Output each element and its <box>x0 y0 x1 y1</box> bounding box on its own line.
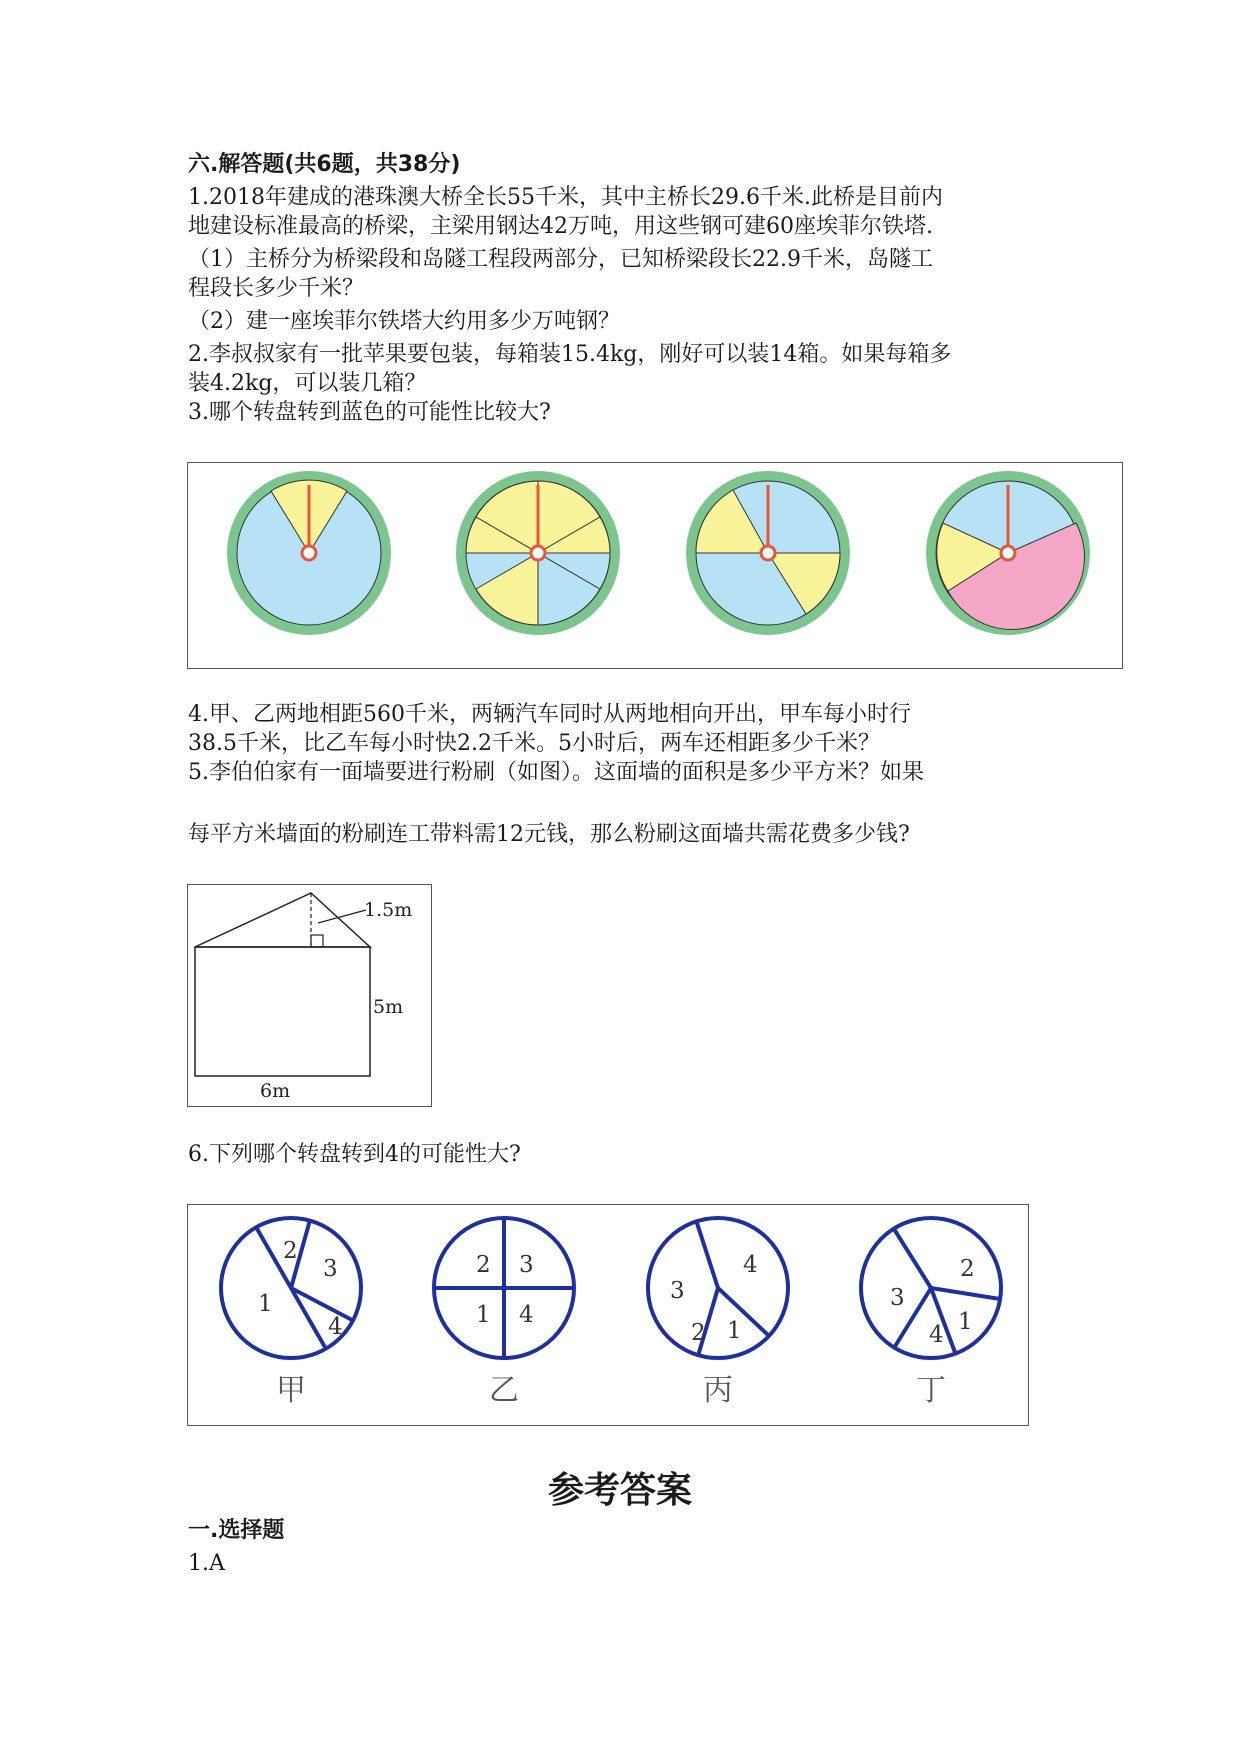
spinner-jia-number: 1 <box>258 1291 273 1317</box>
question-1-part-1-line-2: 程段长多少千米？ <box>188 276 365 301</box>
q3-spinner-figure <box>187 462 1123 669</box>
spinner-yi-number: 1 <box>476 1302 491 1328</box>
spinner-jia-label: 甲 <box>276 1373 306 1408</box>
question-1-part-1-line-1: （1）主桥分为桥梁段和岛隧工程段两部分，已知桥梁段长22.9千米，岛隧工 <box>188 247 933 272</box>
spinner-yi-number: 2 <box>476 1252 491 1278</box>
spinner-ding-label: 丁 <box>916 1373 946 1408</box>
answers-title: 参考答案 <box>547 1470 692 1511</box>
spinner-bing <box>648 1218 788 1358</box>
question-1-line-1: 1.2018年建成的港珠澳大桥全长55千米，其中主桥长29.6千米.此桥是目前内 <box>188 185 943 210</box>
spinner-yi <box>434 1218 574 1358</box>
answer-1: 1.A <box>188 1551 225 1576</box>
spinner-yi-label: 乙 <box>489 1373 519 1408</box>
q6-spinner-figure <box>187 1204 1029 1426</box>
spinner-q3-2 <box>456 471 620 635</box>
question-5-line-2: 每平方米墙面的粉刷连工带料需12元钱，那么粉刷这面墙共需花费多少钱? <box>188 822 910 847</box>
question-3: 3.哪个转盘转到蓝色的可能性比较大? <box>188 400 551 425</box>
question-6: 6.下列哪个转盘转到4的可能性大? <box>188 1142 521 1167</box>
section-heading: 六.解答题(共6题，共38分) <box>188 152 461 177</box>
spinner-yi-number: 4 <box>519 1302 534 1328</box>
question-5-line-1: 5.李伯伯家有一面墙要进行粉刷（如图）。这面墙的面积是多少平方米？如果 <box>188 760 924 785</box>
question-2-line-2: 装4.2kg，可以装几箱？ <box>188 371 427 396</box>
wall-figure <box>187 884 432 1107</box>
spinner-q3-1 <box>227 471 391 635</box>
spinner-ding-number: 1 <box>958 1309 973 1335</box>
spinner-bing-number: 4 <box>743 1252 758 1278</box>
wall-height-label: 1.5m <box>364 899 413 921</box>
spinner-ding-number: 3 <box>890 1285 905 1311</box>
spinner-jia-number: 2 <box>283 1238 298 1264</box>
question-1-part-2: （2）建一座埃菲尔铁塔大约用多少万吨钢？ <box>188 309 620 334</box>
spinner-bing-label: 丙 <box>703 1373 733 1408</box>
question-4-line-2: 38.5千米，比乙车每小时快2.2千米。5小时后，两车还相距多少千米？ <box>188 731 880 756</box>
spinner-q3-3 <box>686 471 850 635</box>
spinner-q3-4 <box>926 471 1090 635</box>
spinner-jia-number: 4 <box>328 1314 343 1340</box>
question-4-line-1: 4.甲、乙两地相距560千米，两辆汽车同时从两地相向开出，甲车每小时行 <box>188 702 911 727</box>
wall-side-label: 5m <box>373 996 404 1018</box>
wall-bottom-label: 6m <box>260 1080 291 1102</box>
answers-section-1: 一.选择题 <box>188 1518 285 1543</box>
question-2-line-1: 2.李叔叔家有一批苹果要包装，每箱装15.4kg，刚好可以装14箱。如果每箱多 <box>188 342 952 367</box>
spinner-ding-number: 2 <box>960 1256 975 1282</box>
spinner-bing-number: 3 <box>670 1278 685 1304</box>
spinner-bing-number: 1 <box>727 1318 742 1344</box>
spinner-yi-number: 3 <box>519 1252 534 1278</box>
spinner-jia-number: 3 <box>323 1256 338 1282</box>
spinner-ding-number: 4 <box>929 1322 944 1348</box>
question-1-line-2: 地建设标准最高的桥梁，主梁用钢达42万吨，用这些钢可建60座埃菲尔铁塔. <box>188 214 933 239</box>
spinner-bing-number: 2 <box>691 1320 706 1346</box>
